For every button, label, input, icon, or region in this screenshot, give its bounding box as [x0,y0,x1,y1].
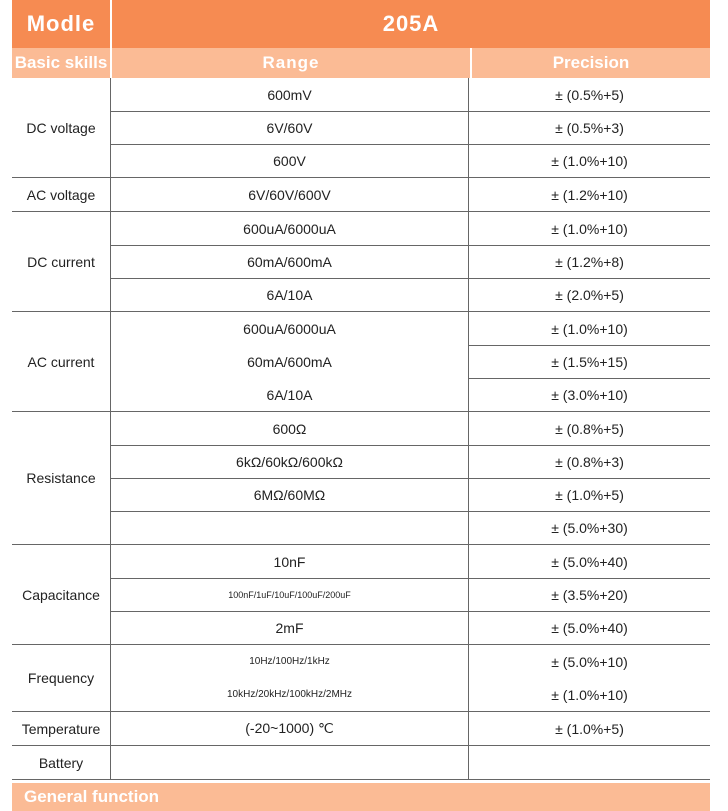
table-row [111,645,710,678]
table-row [111,278,710,311]
precision-cell: ± (1.5%+15) [469,345,710,378]
group-frequency [12,645,710,712]
range-cell [111,511,469,544]
table-row [111,678,710,711]
precision-cell: ± (1.0%+10) [469,144,710,177]
table-row [111,746,710,779]
precision-cell: ± (1.0%+10) [551,320,628,337]
table-row [111,144,710,177]
table-row [111,611,710,644]
precision-cell: ± (1.0%+5) [555,720,624,737]
range-cell: 600Ω [111,412,469,445]
precision-cell: ± (1.2%+8) [469,245,710,278]
range-cell: 2mF [111,611,469,644]
precision-cell: ± (2.0%+5) [469,278,710,311]
table-row [111,111,710,144]
skill-label: DC current [12,212,111,311]
range-cell: 600uA/6000uA [111,212,469,245]
group-ac-current [12,312,710,412]
range-cell: 600uA/6000uA [111,312,469,345]
precision-cell: ± (3.0%+10) [469,378,710,411]
precision-cell: ± (5.0%+10) [551,653,628,670]
precision-cell: ± (0.5%+3) [469,111,710,144]
precision-cell: ± (0.8%+5) [555,420,624,437]
col-basic-skills: Basic skills [12,48,112,78]
range-cell: 6MΩ/60MΩ [111,478,469,511]
group-temperature [12,712,710,746]
range-cell: 6kΩ/60kΩ/600kΩ [111,445,469,478]
col-precision: Precision [552,53,630,72]
range-cell: 6A/10A [111,278,469,311]
model-label: Modle [12,0,112,48]
skill-label: Temperature [12,712,111,745]
table-row [111,78,710,111]
precision-cell: ± (5.0%+40) [551,553,628,570]
range-cell: 6A/10A [111,378,469,411]
group-capacitance [12,545,710,645]
precision-cell: ± (5.0%+40) [469,611,710,644]
range-cell: 600mV [111,78,469,111]
precision-cell: ± (1.0%+10) [551,686,628,703]
table-row [111,378,710,411]
range-cell [111,746,469,779]
table-row [111,578,710,611]
skill-label: Resistance [12,412,111,544]
precision-cell: ± (0.8%+3) [469,445,710,478]
model-header-row [12,0,710,48]
general-function-header: General function [12,783,710,811]
group-dc-current [12,212,710,312]
range-cell: 6V/60V [111,111,469,144]
range-cell: 6V/60V/600V [111,178,469,211]
table-row [111,712,710,745]
model-value: 205A [382,11,440,36]
skill-label: Battery [12,746,111,779]
range-cell: 10kHz/20kHz/100kHz/2MHz [111,678,469,711]
range-cell: (-20~1000) ℃ [111,712,469,745]
precision-cell: ± (0.5%+5) [555,86,624,103]
table-row [111,511,710,544]
skill-label: AC current [12,312,111,411]
group-dc-voltage [12,78,710,178]
table-row [111,245,710,278]
precision-cell: ± (1.0%+5) [469,478,710,511]
col-range: Range [112,48,472,78]
column-header-row [12,48,710,78]
table-row [111,478,710,511]
skill-label: Frequency [12,645,111,711]
precision-cell [469,746,710,779]
group-resistance [12,412,710,545]
table-row [111,545,710,578]
group-battery [12,746,710,780]
table-row [111,412,710,445]
range-cell: 600V [111,144,469,177]
skill-label: DC voltage [12,78,111,177]
table-row [111,345,710,378]
table-row [111,312,710,345]
precision-cell: ± (3.5%+20) [469,578,710,611]
precision-cell: ± (5.0%+30) [469,511,710,544]
table-row [111,445,710,478]
range-cell: 60mA/600mA [111,345,469,378]
skill-label: Capacitance [12,545,111,644]
range-cell: 10nF [111,545,469,578]
group-ac-voltage [12,178,710,212]
table-row [111,212,710,245]
range-cell: 10Hz/100Hz/1kHz [111,645,469,678]
spec-table [12,0,710,811]
table-row [111,178,710,211]
precision-cell: ± (1.2%+10) [551,186,628,203]
skill-label: AC voltage [12,178,111,211]
range-cell: 100nF/1uF/10uF/100uF/200uF [111,578,469,611]
range-cell: 60mA/600mA [111,245,469,278]
precision-cell: ± (1.0%+10) [551,220,628,237]
